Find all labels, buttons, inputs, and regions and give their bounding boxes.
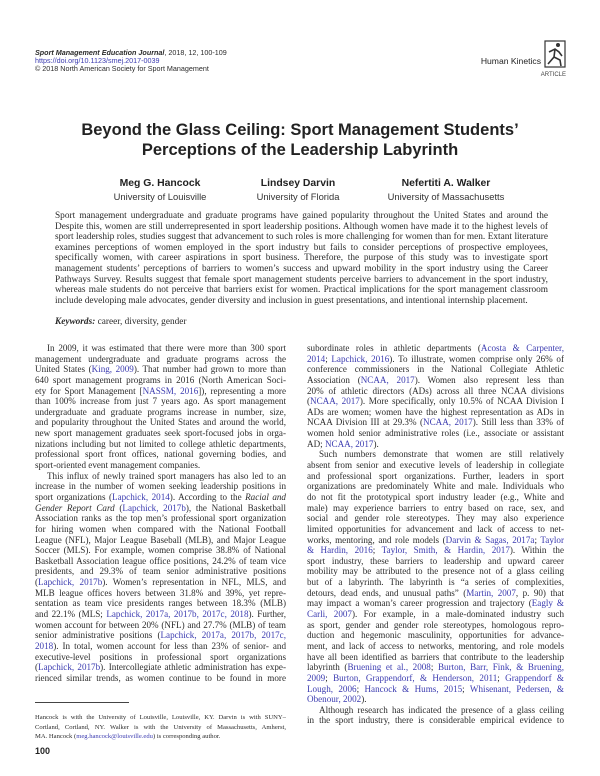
italic-text: Gender Report Card xyxy=(35,502,115,513)
text-span: Soccer (MLS). For example, women comprise 38.8% of National xyxy=(35,545,286,556)
citation-link[interactable]: Martin, 2007 xyxy=(466,587,516,598)
text-line xyxy=(35,503,286,514)
text-span: for hiring women when compared with the National Football xyxy=(35,523,286,534)
text-line xyxy=(55,232,548,243)
text-span: ). More specifically, only 10.5% of NCAA Division I xyxy=(359,396,564,407)
author-name: Lindsey Darvin xyxy=(260,178,336,189)
text-line xyxy=(307,386,564,397)
citation-link[interactable]: 2014 xyxy=(307,353,326,364)
text-span: ). Further, xyxy=(248,609,286,620)
text-line xyxy=(307,566,564,577)
keywords-label: Keywords: xyxy=(55,317,96,327)
body-column-right xyxy=(307,343,564,726)
text-line xyxy=(35,609,286,620)
text-span: in the sport industry, there is considerable empirical evidence to xyxy=(307,715,564,726)
citation-link[interactable]: Lapchick, 2014 xyxy=(112,491,170,502)
text-line xyxy=(55,222,548,233)
text-span: examines perceptions of women employed in the sport industry but fails to consider perceptions of prospective employees, xyxy=(55,242,548,253)
citation-link[interactable]: Taylor xyxy=(540,534,564,545)
text-line xyxy=(307,694,564,705)
author-affiliation: University of Florida xyxy=(256,191,340,202)
text-line xyxy=(55,243,548,254)
text-line xyxy=(35,662,286,673)
text-span: than 100% increase from just 7 years ago. As sport management xyxy=(35,396,286,407)
text-line xyxy=(35,732,286,742)
text-span: ). Women’s representation in NFL, MLS, and xyxy=(102,577,286,588)
text-span: do not fit the prototypical sport industry leader (e.g., White and xyxy=(307,491,564,502)
text-span: ). xyxy=(373,438,379,449)
text-line xyxy=(307,407,564,418)
citation-link[interactable]: King, 2009 xyxy=(91,364,134,375)
text-line xyxy=(307,460,564,471)
text-span: new sport management graduates seek sport-focused jobs in orga- xyxy=(35,428,286,439)
text-line xyxy=(55,211,548,222)
text-span: United States ( xyxy=(35,364,92,375)
page-number: 100 xyxy=(35,746,51,756)
text-line xyxy=(55,285,548,296)
text-line xyxy=(307,417,564,428)
text-line xyxy=(307,705,564,716)
text-span: ( xyxy=(35,577,39,588)
text-span: ), the National Basketball xyxy=(185,502,286,513)
text-line xyxy=(307,535,564,546)
text-span: NCAA Division III at 29.3% ( xyxy=(307,417,424,428)
text-span: Pathways Survey. Results suggest that female sport management students perceive barriers to advancement in the sport industry, xyxy=(55,274,548,285)
text-span: Association ( xyxy=(307,374,361,385)
publisher-name: Human Kinetics xyxy=(480,56,541,66)
text-line xyxy=(35,620,286,631)
article-type: ARTICLE xyxy=(540,72,566,78)
text-line xyxy=(35,588,286,599)
text-line xyxy=(35,723,286,733)
text-span: include developing male advocates, gender diversity and inclusion in guest presentations, and intentional internship placement. xyxy=(55,295,528,306)
citation-link[interactable]: Carli, 2007 xyxy=(307,609,352,620)
text-span: ; xyxy=(325,353,332,364)
citation-link[interactable]: Bruening et al., 2008 xyxy=(347,662,431,673)
text-line xyxy=(307,609,564,620)
text-line xyxy=(307,375,564,386)
abstract xyxy=(55,211,548,306)
text-span: MLB league offices hovers between 31.8% and 39%, yet repre- xyxy=(35,587,286,598)
text-line xyxy=(307,588,564,599)
citation-link[interactable]: 2018 xyxy=(35,640,54,651)
text-span: In 2009, it was estimated that there were more than 300 sport xyxy=(47,343,286,353)
text-span: , p. 90) that xyxy=(515,587,564,598)
citation-link[interactable]: Acosta & Carpenter, xyxy=(480,343,564,353)
citation-link[interactable]: Lapchick, 2017a, 2017b, 2017c, xyxy=(160,630,286,641)
text-span: professional sport front offices, national governing bodies, and xyxy=(35,449,286,460)
text-line xyxy=(307,513,564,524)
text-span: may impact a woman’s career progression and trajectory ( xyxy=(307,598,532,609)
text-line xyxy=(35,577,286,588)
citation-link[interactable]: NCAA, 2017 xyxy=(423,417,473,428)
text-span: ( xyxy=(307,396,311,407)
text-line xyxy=(35,492,286,503)
text-span: sport industry, these barriers to leadership and upward career xyxy=(307,555,564,566)
text-line xyxy=(307,545,564,556)
text-span: ). Still less than 33% of xyxy=(472,417,564,428)
text-span: nizations including but not limited to college athletic departments, xyxy=(35,438,286,449)
text-line xyxy=(35,673,286,684)
text-span: conference commissioners in the National Collegiate Athletic xyxy=(307,364,564,375)
text-line xyxy=(35,439,286,450)
text-span: ety for Sport Management [ xyxy=(35,385,143,396)
text-line xyxy=(35,386,286,397)
citation-link[interactable]: Hancock & Hums, 2015 xyxy=(364,683,463,694)
citation-link[interactable]: Grappendorf & xyxy=(505,672,564,683)
text-span: and 22.1% (MLS; xyxy=(35,609,107,620)
citation-link[interactable]: Eagly & xyxy=(531,598,564,609)
text-span: have all been identified as barriers that contribute to the leadership xyxy=(307,651,564,662)
text-span: undergraduate and graduate programs increase in number, size, xyxy=(35,406,286,417)
citation-link[interactable]: 2009 xyxy=(307,672,326,683)
text-line xyxy=(35,354,286,365)
title-line: Beyond the Glass Ceiling: Sport Management Students’ xyxy=(81,121,519,139)
text-line xyxy=(307,673,564,684)
text-span: Hancock is with the University of Louisville, Louisville, KY. Darvin is with SUNY– xyxy=(35,714,286,721)
citation-link[interactable]: Whisenant, Pedersen, & xyxy=(469,683,564,694)
text-line xyxy=(35,471,286,482)
author-name: Nefertiti A. Walker xyxy=(401,178,491,189)
text-span: labyrinth ( xyxy=(307,662,348,673)
keywords-value: career, diversity, gender xyxy=(95,317,187,327)
text-span: ; xyxy=(462,683,470,694)
text-span: This influx of newly trained sport managers has also led to an xyxy=(47,470,286,481)
journal-info xyxy=(35,49,227,74)
text-span: absent from senior and executive levels of leadership in collegiate xyxy=(307,460,564,471)
text-span: social and gender role stereotypes. They may also experience xyxy=(307,513,564,524)
text-span: women account for between 20% (NFL) and 27.7% (MLB) of team xyxy=(35,619,286,630)
text-span: works, mentoring, and role models ( xyxy=(307,534,446,545)
text-span: Sport management undergraduate and graduate programs have gained popularity throughout the United States and around the xyxy=(55,211,548,221)
text-span: Cortland, Cortland, NY. Walker is with the University of Massachusetts, Amherst, xyxy=(35,723,286,731)
text-line xyxy=(307,428,564,439)
text-span: 20% of athletic directors (ADs) across all three NCAA divisions xyxy=(307,385,564,396)
text-line xyxy=(35,343,286,354)
text-span: increase in the number of women seeking leadership positions in xyxy=(35,481,286,492)
text-span: League (NFL), Major League Baseball (MLB), and Major League xyxy=(35,534,286,545)
text-line xyxy=(35,566,286,577)
text-span: executive-level positions in professional sport organizations xyxy=(35,651,286,662)
citation-link[interactable]: Lough, 2006 xyxy=(307,683,357,694)
text-span: presidents, and 29.3% of team senior administrative positions xyxy=(35,566,286,577)
author-name: Meg G. Hancock xyxy=(119,178,201,189)
text-line xyxy=(35,545,286,556)
text-span: sport organizations ( xyxy=(35,491,113,502)
text-span: ). xyxy=(361,694,367,705)
text-span: limited opportunities for advancement and lack of access to net- xyxy=(307,523,564,534)
text-span: Such numbers demonstrate that women are still relatively xyxy=(319,449,564,460)
text-span: sport leadership roles, studies suggest that advancement to such roles is more challenging for women than for men. Extant literature xyxy=(55,232,548,243)
author-affiliation: University of Louisville xyxy=(113,191,207,202)
text-span: ; xyxy=(372,545,382,556)
footnote-divider xyxy=(35,702,129,703)
citation-link[interactable]: Lapchick, 2017b xyxy=(38,662,101,673)
text-line xyxy=(307,556,564,567)
text-span: 640 sport management programs in 2016 (North American Soci- xyxy=(35,374,286,385)
text-line xyxy=(35,524,286,535)
citation-link[interactable]: Taylor, Smith, & Hardin, 2017 xyxy=(381,545,510,556)
citation-link[interactable]: Lapchick, 2017a, 2017b, 2017c, 2018 xyxy=(106,609,249,620)
copyright: © 2018 North American Society for Sport Management xyxy=(35,64,209,74)
text-span: Although research has indicated the presence of a glass ceiling xyxy=(319,704,564,715)
doi-link[interactable]: https://doi.org/10.1123/smej.2017-0039 xyxy=(35,56,160,66)
text-span: ment, and lack of access to networks, mentoring, and role models xyxy=(307,640,564,651)
text-span: specifically women, with career aspirations in sport business. Therefore, the purpose of this study was to investigate sport xyxy=(55,253,548,264)
text-span: ). According to the xyxy=(169,491,246,502)
text-line xyxy=(307,503,564,514)
text-span: rienced similar trends, as women continue to be found in more xyxy=(35,672,286,683)
text-line xyxy=(307,598,564,609)
text-span: Association ranks as the top men’s professional sport organization xyxy=(35,513,286,524)
text-span: ). That number had grown to more than xyxy=(133,364,286,375)
text-span: organizations are predominately White and male. Individuals who xyxy=(307,481,564,492)
text-span: ; xyxy=(356,683,365,694)
text-span: ) is corresponding author. xyxy=(152,733,221,741)
text-span: Basketball Association league office positions, 24.2% of team vice xyxy=(35,555,286,566)
text-span: management students’ perceptions of barriers to women’s success and upward mobility in the sport industry using the Career xyxy=(55,263,548,274)
journal-citation: , 2018, 12, 100-109 xyxy=(164,48,227,57)
text-span: and popularity throughout the United States and around the world, xyxy=(35,417,286,428)
text-line xyxy=(55,253,548,264)
text-span: ( xyxy=(114,502,123,513)
text-span: ( xyxy=(35,662,39,673)
text-span: ; xyxy=(534,534,541,545)
citation-link[interactable]: & Hardin, 2016 xyxy=(307,545,373,556)
text-span: ). To illustrate, women comprise only 26% of xyxy=(389,353,564,364)
text-line xyxy=(55,275,548,286)
citation-link[interactable]: NCAA, 2017 xyxy=(310,396,360,407)
text-span: ; xyxy=(325,672,334,683)
text-span: ADs are women; women have the highest representation as ADs in xyxy=(307,406,564,417)
text-span: and professional sport organizations. Further, leaders in sport xyxy=(307,470,564,481)
text-span: Despite this, women are still underrepresented in sport leadership positions. Although women have made it to the highest levels of xyxy=(55,221,548,232)
text-line xyxy=(55,296,548,307)
citation-link[interactable]: Burton, Grappendorf, & Henderson, 2011 xyxy=(333,672,498,683)
text-span: ). In total, women account for less than 23% of senior- and xyxy=(53,640,286,651)
text-line xyxy=(35,598,286,609)
text-line xyxy=(55,264,548,275)
text-line xyxy=(35,652,286,663)
text-line xyxy=(307,652,564,663)
text-line xyxy=(307,492,564,503)
text-line xyxy=(307,364,564,375)
text-line xyxy=(307,524,564,535)
text-line xyxy=(307,641,564,652)
text-span: sentation as team vice presidents ranges between 18.3% (MLB) xyxy=(35,598,286,609)
citation-link[interactable]: meg.hancock@louisville.edu xyxy=(76,733,153,741)
text-line xyxy=(307,343,564,354)
text-line xyxy=(35,417,286,428)
text-span: ]), representing a more xyxy=(198,385,286,396)
text-span: mobility may be attributed to the presence not of a glass ceiling xyxy=(307,566,564,577)
citation-link[interactable]: Lapchick, 2017b xyxy=(122,502,186,513)
citation-link[interactable]: Lapchick, 2016 xyxy=(331,353,390,364)
author-3 xyxy=(346,177,546,203)
text-line xyxy=(307,577,564,588)
text-span: ). Intercollegiate athletic administration has expe- xyxy=(100,662,286,673)
text-line xyxy=(35,375,286,386)
text-line xyxy=(307,630,564,641)
text-line xyxy=(35,513,286,524)
text-span: detours, dead ends, and unusual paths” ( xyxy=(307,587,467,598)
text-line xyxy=(307,396,564,407)
text-span: male) may experience barriers to entry based on race, sex, and xyxy=(307,502,564,513)
text-span: duction and hegemonic masculinity, opportunities for advance- xyxy=(307,630,564,641)
citation-link[interactable]: NCAA, 2017 xyxy=(324,438,374,449)
text-line xyxy=(35,407,286,418)
citation-link[interactable]: Lapchick, 2017b xyxy=(38,577,103,588)
text-line xyxy=(307,481,564,492)
citation-link[interactable]: NASSM, 2016 xyxy=(142,385,199,396)
citation-link[interactable]: NCAA, 2017 xyxy=(360,374,415,385)
article-title xyxy=(0,120,600,160)
text-span: AD; xyxy=(307,438,325,449)
text-span: ; xyxy=(430,662,438,673)
italic-text: Racial and xyxy=(245,491,286,502)
text-span: management undergraduate and graduate programs across the xyxy=(35,353,286,364)
text-line xyxy=(307,449,564,460)
publisher-block xyxy=(456,40,566,82)
citation-link[interactable]: Burton, Barr, Fink, & Bruening, xyxy=(437,662,564,673)
text-span: whereas male students do not perceive that barriers exist for women. Practical implications for the sport management classroom xyxy=(55,285,548,296)
human-kinetics-logo-icon xyxy=(544,40,566,68)
text-span: ). Within the xyxy=(509,545,564,556)
text-line xyxy=(35,460,286,471)
text-span: but of a labyrinth. The labyrinth is “a series of complexities, xyxy=(307,577,564,588)
text-span: subordinate roles in athletic departments ( xyxy=(307,343,481,353)
text-line xyxy=(307,439,564,450)
text-line xyxy=(35,364,286,375)
body-column-left xyxy=(35,343,286,684)
text-span: senior administrative positions ( xyxy=(35,630,161,641)
text-line xyxy=(35,535,286,546)
text-span: as sport, gender and gender role stereotypes, homologous repro- xyxy=(307,619,564,630)
text-span: ; xyxy=(497,672,506,683)
text-line xyxy=(307,354,564,365)
text-line xyxy=(35,630,286,641)
text-line xyxy=(35,481,286,492)
text-line xyxy=(35,428,286,439)
text-line xyxy=(307,620,564,631)
text-line xyxy=(35,641,286,652)
journal-name: Sport Management Education Journal xyxy=(35,48,165,57)
author-footnote xyxy=(35,713,286,742)
text-span: women hold senior administrative roles (i.e., associate or assistant xyxy=(307,428,564,439)
text-line xyxy=(307,684,564,695)
text-line xyxy=(307,662,564,673)
text-line xyxy=(35,396,286,407)
text-span: ). Women also represent less than xyxy=(414,374,564,385)
keywords xyxy=(55,317,186,327)
citation-link[interactable]: Obenour, 2002 xyxy=(307,694,362,705)
text-line xyxy=(35,556,286,567)
text-line xyxy=(307,715,564,726)
text-line xyxy=(35,713,286,723)
text-line xyxy=(35,449,286,460)
text-span: sport-oriented event management companies. xyxy=(35,460,201,471)
text-line xyxy=(307,471,564,482)
text-span: MA. Hancock ( xyxy=(35,733,77,741)
title-line: Perceptions of the Leadership Labyrinth xyxy=(141,141,459,159)
citation-link[interactable]: Darvin & Sagas, 2017a xyxy=(445,534,535,545)
text-span: ). For example, in a male-dominated industry such xyxy=(351,609,564,620)
author-affiliation: University of Massachusetts xyxy=(387,191,505,202)
